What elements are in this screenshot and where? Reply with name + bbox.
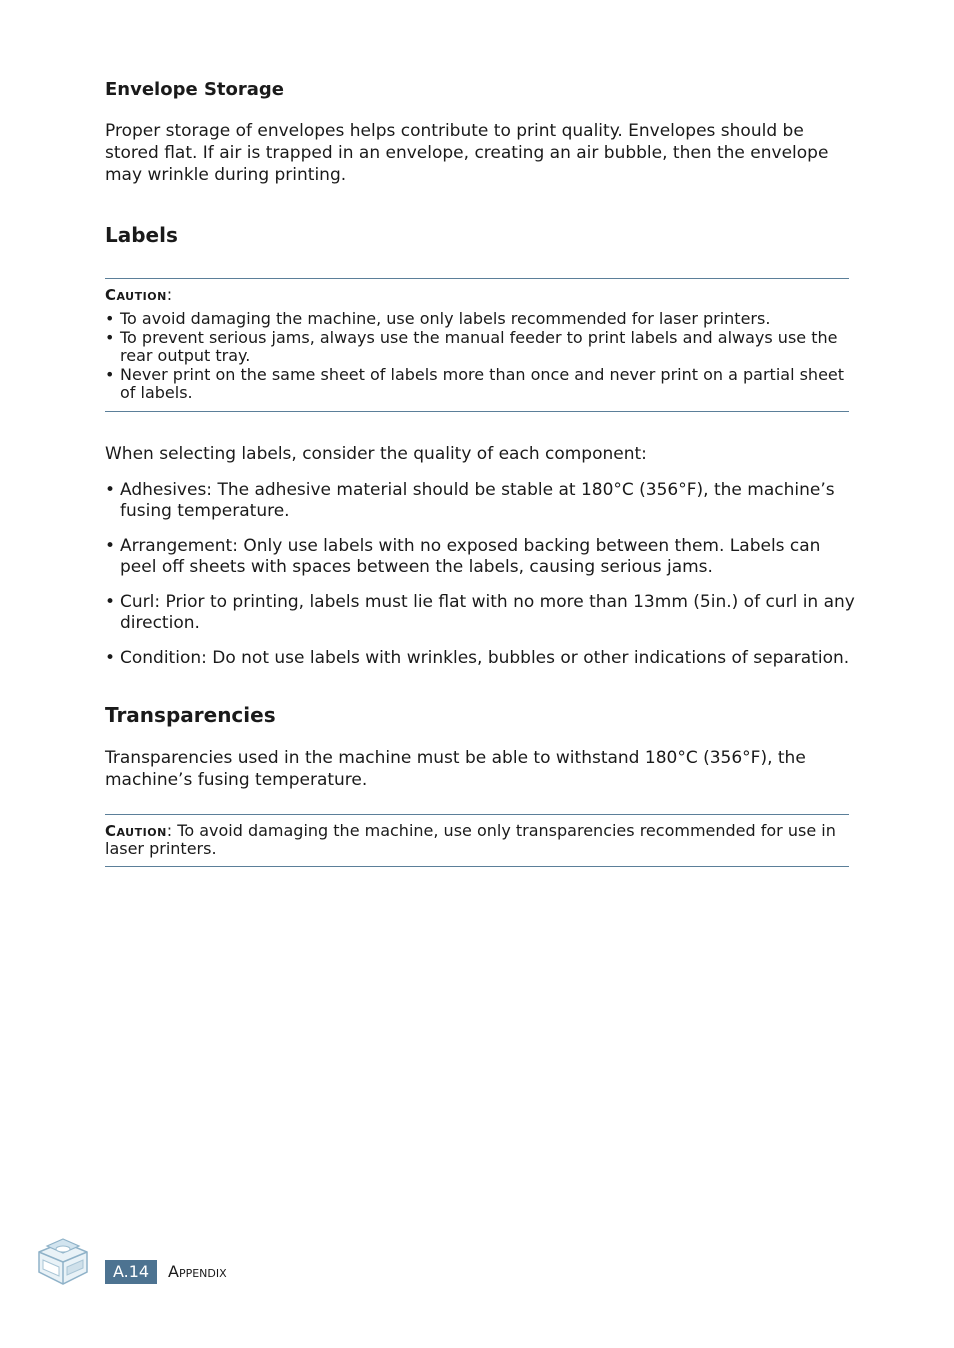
- caution-item: • Never print on the same sheet of labels more than once and never print on a partial sheet of labels.: [105, 366, 849, 403]
- label-components-list: [105, 480, 855, 683]
- labels-intro: When selecting labels, consider the quality of each component:: [105, 444, 647, 464]
- envelope-storage-heading: Envelope Storage: [105, 79, 284, 100]
- transparencies-caution-box: [105, 814, 849, 867]
- transparencies-heading: Transparencies: [105, 703, 276, 727]
- caution-body: : To avoid damaging the machine, use only transparencies recommended for use in laser printers.: [105, 821, 836, 858]
- list-item: • Condition: Do not use labels with wrinkles, bubbles or other indications of separation.: [105, 648, 855, 669]
- printer-icon: [33, 1232, 91, 1290]
- labels-caution-box: [105, 278, 849, 412]
- list-item: • Arrangement: Only use labels with no exposed backing between them. Labels can peel off sheets with spaces between the labels, causing serious jams.: [105, 536, 855, 578]
- caution-item: • To prevent serious jams, always use the manual feeder to print labels and always use the rear output tray.: [105, 329, 849, 366]
- caution-item: • To avoid damaging the machine, use only labels recommended for laser printers.: [105, 310, 849, 329]
- page-number-badge: A.14: [105, 1260, 157, 1284]
- list-item: • Adhesives: The adhesive material should be stable at 180°C (356°F), the machine’s fusing temperature.: [105, 480, 855, 522]
- transparencies-caution-text: [105, 822, 849, 858]
- caution-colon: :: [166, 285, 173, 304]
- labels-heading: Labels: [105, 223, 178, 247]
- list-item: • Curl: Prior to printing, labels must lie flat with no more than 13mm (5in.) of curl in any direction.: [105, 592, 855, 634]
- caution-title: Caution: [105, 822, 167, 840]
- labels-caution-heading: [105, 286, 172, 304]
- caution-title: Caution: [105, 286, 167, 304]
- envelope-storage-paragraph: Proper storage of envelopes helps contribute to print quality. Envelopes should be stored flat. If air is trapped in an envelope, creating an air bubble, then the envelope may wrinkle during printing.: [105, 121, 829, 185]
- transparencies-paragraph: Transparencies used in the machine must be able to withstand 180°C (356°F), the machine’s fusing temperature.: [105, 748, 806, 790]
- labels-caution-list: [105, 310, 849, 403]
- section-label: Appendix: [168, 1262, 227, 1281]
